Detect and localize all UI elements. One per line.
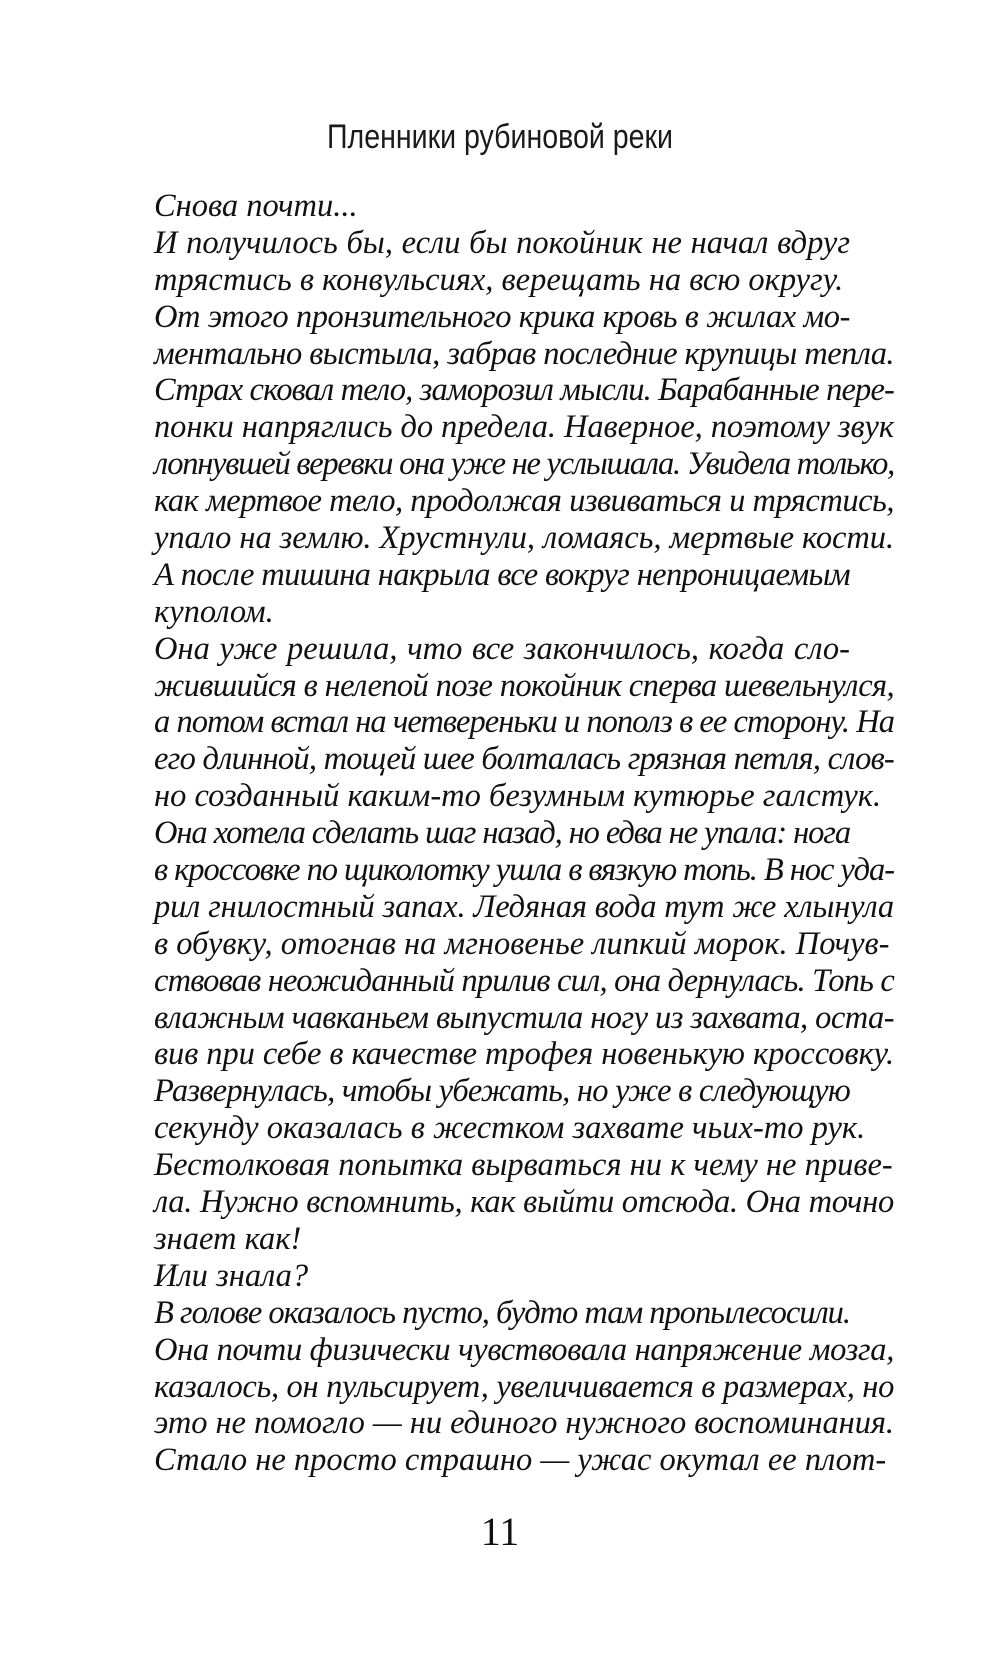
paragraph (110, 630, 894, 815)
text-line: Она уже решила, что все закончилось, когда сло- (154, 630, 850, 667)
paragraph (110, 815, 894, 1073)
paragraph (110, 298, 894, 557)
text-line: Развернулась, чтобы убежать, но уже в следующую (154, 1073, 850, 1110)
text-line: ментально выстыла, забрав последние крупицы тепла. (154, 335, 894, 372)
text-line: ствовав неожиданный прилив сил, она дернулась. Топь с (154, 962, 894, 999)
text-line: куполом. (154, 593, 274, 630)
paragraph (110, 557, 850, 631)
text-line: вив при себе в качестве трофея новенькую кроссовку. (154, 1036, 894, 1073)
paragraph (110, 1294, 894, 1479)
text-line: казалось, он пульсирует, увеличивается в размерах, но (154, 1368, 894, 1405)
text-line: его длинной, тощей шее болталась грязная петля, слов- (154, 741, 894, 778)
paragraph (110, 1258, 850, 1295)
paragraph (110, 188, 850, 225)
text-line: влажным чавканьем выпустила ногу из захвата, оста- (154, 999, 894, 1036)
text-line: рил гнилостный запах. Ледяная вода тут же хлынула (154, 888, 894, 925)
text-line: Или знала? (154, 1257, 309, 1294)
body-text (110, 188, 894, 1479)
text-line: понки напряглись до предела. Наверное, поэтому звук (154, 409, 894, 446)
paragraph (110, 225, 850, 299)
text-line: как мертвое тело, продолжая извиваться и трястись, (154, 483, 894, 520)
text-line: трястись в конвульсиях, верещать на всю округу. (154, 261, 844, 298)
text-line: Снова почти... (154, 188, 358, 224)
text-line: а потом встал на четвереньки и пополз в ее сторону. На (154, 704, 894, 741)
text-line: Стало не просто страшно — ужас окутал ее плот- (154, 1442, 887, 1479)
text-line: лопнувшей веревки она уже не услышала. Увидела только, (154, 446, 894, 483)
text-line: в обувку, отогнав на мгновенье липкий морок. Почув- (154, 925, 890, 962)
page-number: 11 (480, 1509, 520, 1554)
text-line: упало на землю. Хрустнули, ломаясь, мертвые кости. (154, 520, 894, 557)
text-line: знает как! (154, 1220, 302, 1257)
text-line: секунду оказалась в жестком захвате чьих-то рук. (154, 1110, 866, 1147)
text-line: Бестолковая попытка вырваться ни к чему не приве- (154, 1147, 893, 1184)
text-line: Она почти физически чувствовала напряжение мозга, (154, 1331, 894, 1368)
text-line: А после тишина накрыла все вокруг непроницаемым (154, 556, 850, 593)
text-line: это не помогло — ни единого нужного воспоминания. (154, 1405, 894, 1442)
text-line: В голове оказалось пусто, будто там пропылесосили. (154, 1294, 850, 1331)
text-line: ла. Нужно вспомнить, как выйти отсюда. Она точно (154, 1184, 894, 1221)
text-line: но созданный каким-то безумным кутюрье галстук. (154, 778, 882, 815)
text-line: в кроссовке по щиколотку ушла в вязкую топь. В нос уда- (154, 852, 894, 889)
running-head: Пленники рубиновой реки (327, 118, 673, 156)
text-line: Она хотела сделать шаг назад, но едва не упала: нога (154, 815, 850, 852)
paragraph (110, 1073, 894, 1257)
text-line: От этого пронзительного крика кровь в жилах мо- (154, 298, 850, 335)
text-line: Страх сковал тело, заморозил мысли. Барабанные пере- (154, 372, 894, 409)
text-line: И получилось бы, если бы покойник не начал вдруг (154, 224, 850, 261)
text-line: жившийся в нелепой позе покойник сперва шевельнулся, (154, 667, 894, 704)
